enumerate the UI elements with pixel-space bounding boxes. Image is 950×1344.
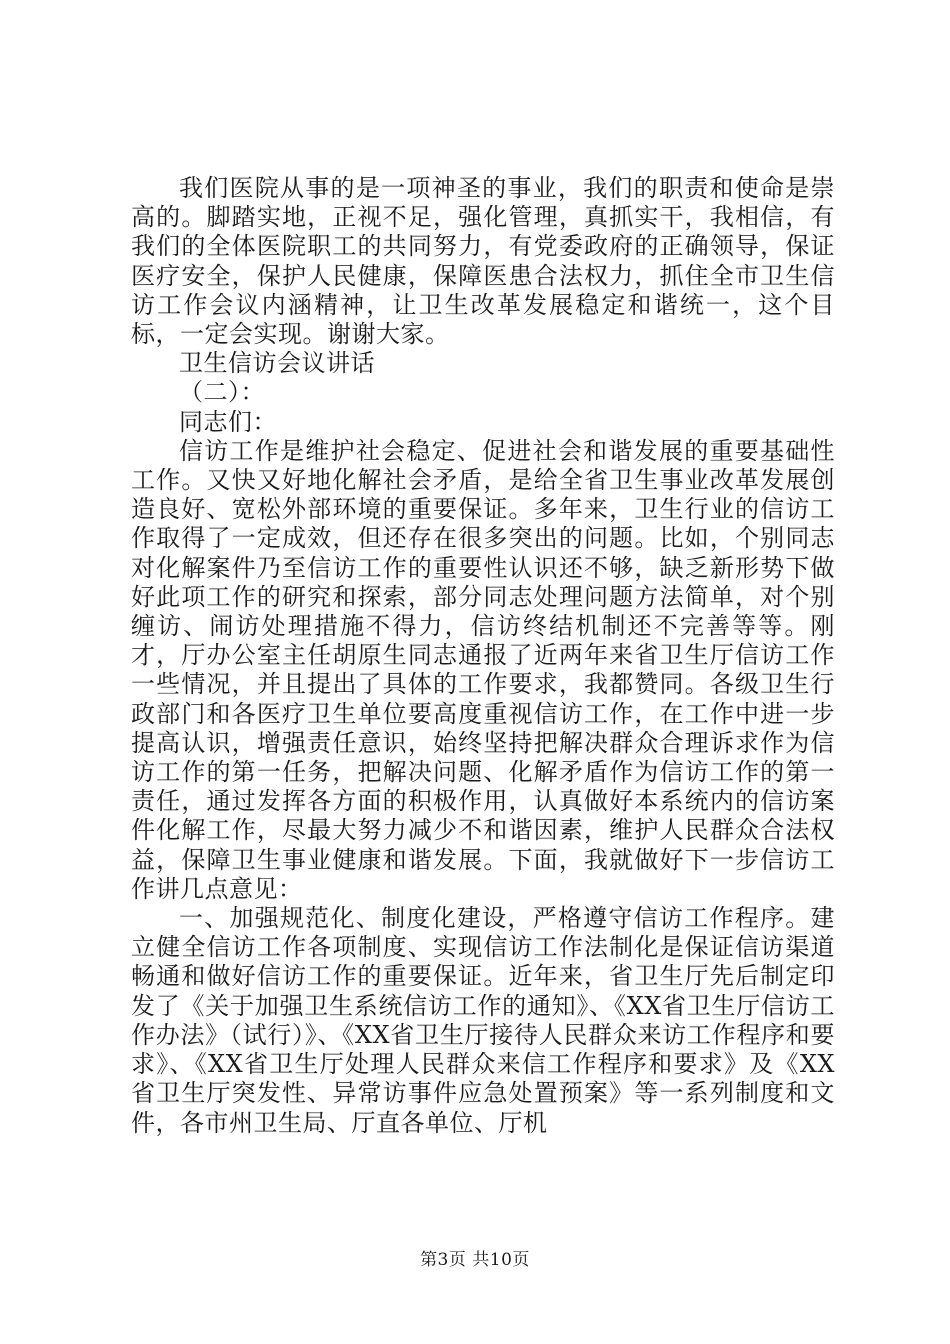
document-body: [131, 174, 835, 1138]
point-one-paragraph: 一、加强规范化、制度化建设，严格遵守信访工作程序。建立健全信访工作各项制度、实现信访工作法制化是保证信访渠道畅通和做好信访工作的重要保证。近年来，省卫生厅先后制定印发了《关于加强卫生系统信访工作的通知》、《XX省卫生厅信访工作办法》（试行）》、《XX省卫生厅接待人民群众来访工作程序和要求》、《XX省卫生厅处理人民群众来信工作程序和要求》及《XX省卫生厅突发性、异常访事件应急处置预案》等一系列制度和文件，各市州卫生局、厅直各单位、厅机: [131, 904, 835, 1137]
closing-paragraph: 我们医院从事的是一项神圣的事业，我们的职责和使命是崇高的。脚踏实地，正视不足，强化管理，真抓实干，我相信，有我们的全体医院职工的共同努力，有党委政府的正确领导，保证医疗安全，保护人民健康，保障医患合法权力，抓住全市卫生信访工作会议内涵精神，让卫生改革发展稳定和谐统一，这个目标，一定会实现。谢谢大家。: [131, 174, 835, 349]
salutation: 同志们：: [179, 407, 277, 436]
speech-title: 卫生信访会议讲话: [179, 349, 375, 378]
page-footer: 第3页 共10页: [420, 1250, 530, 1270]
section-number: （二）：: [179, 378, 265, 407]
intro-paragraph: 信访工作是维护社会稳定、促进社会和谐发展的重要基础性工作。又快又好地化解社会矛盾，是给全省卫生事业改革发展创造良好、宽松外部环境的重要保证。多年来，卫生行业的信访工作取得了一定成效，但还存在很多突出的问题。比如，个别同志对化解案件乃至信访工作的重要性认识还不够，缺乏新形势下做好此项工作的研究和探索，部分同志处理问题方法简单，对个别缠访、闹访处理措施不得力，信访终结机制还不完善等等。刚才，厅办公室主任胡原生同志通报了近两年来省卫生厅信访工作一些情况，并且提出了具体的工作要求，我都赞同。各级卫生行政部门和各医疗卫生单位要高度重视信访工作，在工作中进一步提高认识，增强责任意识，始终坚持把解决群众合理诉求作为信访工作的第一任务，把解决问题、化解矛盾作为信访工作的第一责任，通过发挥各方面的积极作用，认真做好本系统内的信访案件化解工作，尽最大努力减少不和谐因素，维护人民群众合法权益，保障卫生事业健康和谐发展。下面，我就做好下一步信访工作讲几点意见：: [131, 436, 835, 903]
